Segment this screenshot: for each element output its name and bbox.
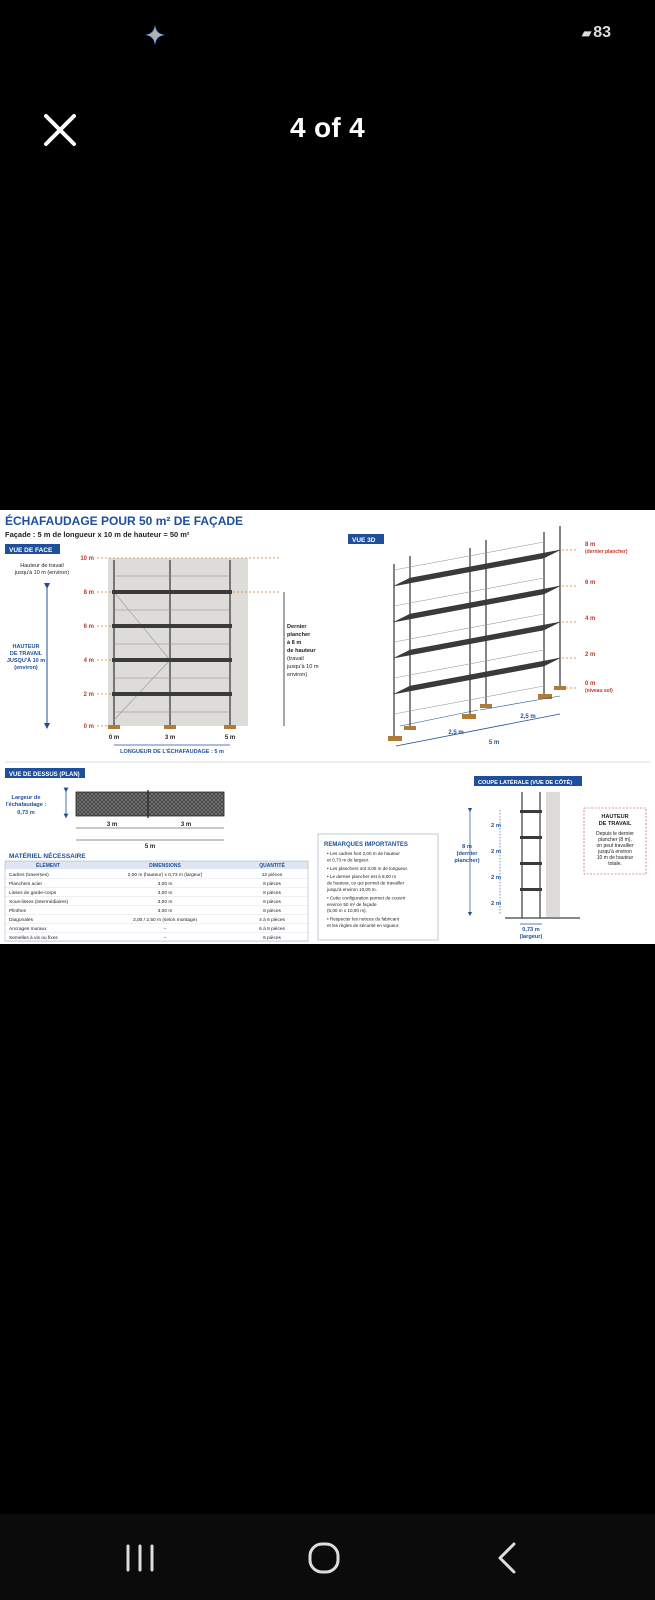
side-note-2: plancher (287, 632, 311, 638)
image-counter: 4 of 4 (290, 112, 365, 143)
work-height-label-1: Hauteur de travail (20, 563, 64, 569)
remark-line: • Les planchers ont 3,00 m de longueur. (327, 865, 409, 871)
remark-line: jusqu'à environ 10,00 m. (327, 887, 377, 892)
table-cell: – (163, 936, 167, 941)
top-dim-3m-a: 3 m (106, 822, 118, 828)
box-text-6: totale. (608, 861, 622, 867)
side-total-2: (dernier (456, 851, 478, 857)
y-tick-4m: 4 m (83, 658, 94, 664)
top-width-3: 0,73 m (17, 810, 35, 816)
side-note-3: à 8 m (287, 640, 302, 646)
lvl-6m: 6 m (585, 580, 596, 586)
table-cell: Ancrages muraux (9, 927, 47, 932)
table-cell: 3,00 / 2,50 m (selon montage) (133, 918, 197, 923)
side-note-7: environ) (287, 672, 308, 678)
box-text-1: Depuis le dernier (596, 831, 634, 837)
remark-line: • Les cadres font 2,00 m de hauteur (327, 851, 400, 856)
scaffolding-document-image[interactable] (0, 510, 655, 944)
dim-3d-2-5m-a: 2,5 m (448, 730, 464, 736)
y-tick-10m: 10 m (80, 556, 94, 562)
box-text-3: on peut travailler (596, 843, 634, 849)
battery-saver-icon: ▰ (581, 26, 592, 40)
y-tick-6m: 6 m (83, 624, 94, 630)
side-note-6: jusqu'à 10 m (287, 664, 319, 670)
back-icon[interactable] (478, 1536, 538, 1580)
length-caption: LONGUEUR DE L'ÉCHAFAUDAGE : 5 m (120, 749, 224, 755)
remark-line: et 0,73 m de largeur. (327, 857, 370, 863)
lvl-0m-note: (niveau sol) (585, 688, 613, 694)
table-cell: 4 à 6 pièces (259, 918, 285, 923)
table-cell: Semelles à vis ou fixes (9, 936, 58, 941)
side-step-2: 2 m (491, 849, 501, 855)
box-text-4: jusqu'à environ (598, 849, 632, 855)
height-label-line-3: JUSQU'À 10 m (6, 658, 46, 664)
y-tick-8m: 8 m (83, 590, 94, 596)
front-view-header: VUE DE FACE (9, 547, 53, 554)
materials-header: MATÉRIEL NÉCESSAIRE (9, 853, 86, 860)
lvl-8m: 8 m (585, 542, 596, 548)
lvl-0m: 0 m (585, 681, 596, 687)
gemini-sparkle-icon (144, 24, 166, 46)
side-width-1: 0,73 m (522, 927, 540, 933)
col-element: ÉLÉMENT (36, 863, 60, 869)
table-cell: Planchers acier (9, 882, 43, 887)
side-total-3: plancher) (454, 858, 480, 864)
viewer-toolbar (0, 100, 655, 160)
top-width-2: l'échafaudage : (5, 802, 47, 808)
table-cell: Diagonales (9, 918, 34, 923)
table-cell: Lisses de garde-corps (9, 891, 57, 896)
x-tick-0m: 0 m (108, 735, 120, 741)
table-cell: 8 pièces (263, 882, 281, 887)
x-tick-3m: 3 m (164, 735, 176, 741)
remarks-header: REMARQUES IMPORTANTES (324, 842, 408, 848)
table-cell: 8 pièces (263, 900, 281, 905)
side-note-5: (travail (287, 656, 304, 662)
side-step-1: 2 m (491, 823, 501, 829)
work-height-label-2: jusqu'à 10 m (environ) (14, 570, 70, 576)
scaffold-3d-drawing (388, 526, 566, 741)
table-cell: 12 pièces (261, 873, 283, 878)
remark-line: (5,00 m x 10,00 m). (327, 908, 367, 914)
height-label-line-2: DE TRAVAIL (9, 651, 43, 657)
lvl-8m-note: (dernier plancher) (585, 549, 628, 555)
height-label-line-1: HAUTEUR (12, 644, 40, 650)
table-cell: 3,00 m (157, 891, 173, 896)
side-width-2: (largeur) (519, 934, 543, 940)
side-total-1: 8 m (462, 844, 472, 850)
lvl-4m: 4 m (585, 616, 596, 622)
remark-line: • Respecter les notices du fabricant (327, 916, 400, 922)
col-quantity: QUANTITÉ (259, 863, 285, 869)
battery-indicator (582, 24, 611, 42)
top-view-plan (76, 792, 224, 816)
box-text-2: plancher (8 m), (598, 837, 632, 843)
battery-level: 83 (593, 24, 611, 41)
box-text-5: 10 m de hauteur (596, 855, 634, 861)
height-label-line-4: (environ) (14, 665, 38, 671)
status-bar (0, 0, 655, 70)
x-tick-5m: 5 m (224, 735, 236, 741)
side-view-header: COUPE LATÉRALE (VUE DE CÔTÉ) (478, 780, 573, 786)
remark-line: et les règles de sécurité en vigueur. (327, 923, 400, 928)
remark-line: de hauteur, ce qui permet de travailler (327, 880, 405, 886)
table-cell: 2,00 m (hauteur) x 0,73 m (largeur) (127, 873, 203, 878)
dim-3d-2-5m-b: 2,5 m (520, 714, 536, 720)
top-dim-3m-b: 3 m (180, 822, 192, 828)
table-cell: 8 pièces (263, 891, 281, 896)
box-title-1: HAUTEUR (601, 814, 629, 820)
dim-3d-5m: 5 m (488, 740, 500, 746)
side-step-4: 2 m (491, 901, 501, 907)
top-dim-5m: 5 m (144, 844, 156, 850)
front-wall (108, 558, 248, 726)
y-tick-2m: 2 m (83, 692, 94, 698)
y-tick-0m: 0 m (83, 724, 94, 730)
table-cell: 3,00 m (157, 882, 173, 887)
doc-subtitle: Façade : 5 m de longueur x 10 m de hauteur = 50 m² (5, 530, 190, 539)
top-width-1: Largeur de (11, 795, 41, 801)
box-title-2: DE TRAVAIL (598, 821, 632, 827)
table-cell: 6 pièces (263, 936, 281, 941)
table-cell: – (163, 927, 167, 932)
top-view-header: VUE DE DESSUS (PLAN) (9, 772, 80, 778)
remark-line: • Le dernier plancher est à 8,00 m (327, 874, 397, 880)
side-note-1: Dernier (287, 624, 307, 630)
side-note-4: de hauteur (287, 648, 316, 654)
col-dimensions: DIMENSIONS (149, 863, 181, 869)
side-step-3: 2 m (491, 875, 501, 881)
doc-title: ÉCHAFAUDAGE POUR 50 m² DE FAÇADE (5, 514, 244, 528)
home-icon[interactable] (294, 1536, 354, 1580)
table-cell: Plinthes (9, 909, 27, 914)
table-cell: 3,00 m (157, 900, 173, 905)
table-cell: 8 pièces (263, 909, 281, 914)
view3d-header: VUE 3D (352, 537, 376, 544)
remark-line: • Cette configuration permet de couvrir (327, 895, 406, 901)
recents-icon[interactable] (110, 1536, 170, 1580)
table-cell: Sous-lisses (intermédiaires) (9, 900, 69, 905)
materials-table (5, 850, 308, 942)
table-cell: Cadres (traverses) (9, 873, 49, 878)
remark-line: environ 50 m² de façade (327, 901, 377, 907)
table-cell: 6 à 8 pièces (259, 927, 285, 932)
lvl-2m: 2 m (585, 652, 596, 658)
table-cell: 3,00 m (157, 909, 173, 914)
system-navigation-bar (0, 1514, 655, 1600)
